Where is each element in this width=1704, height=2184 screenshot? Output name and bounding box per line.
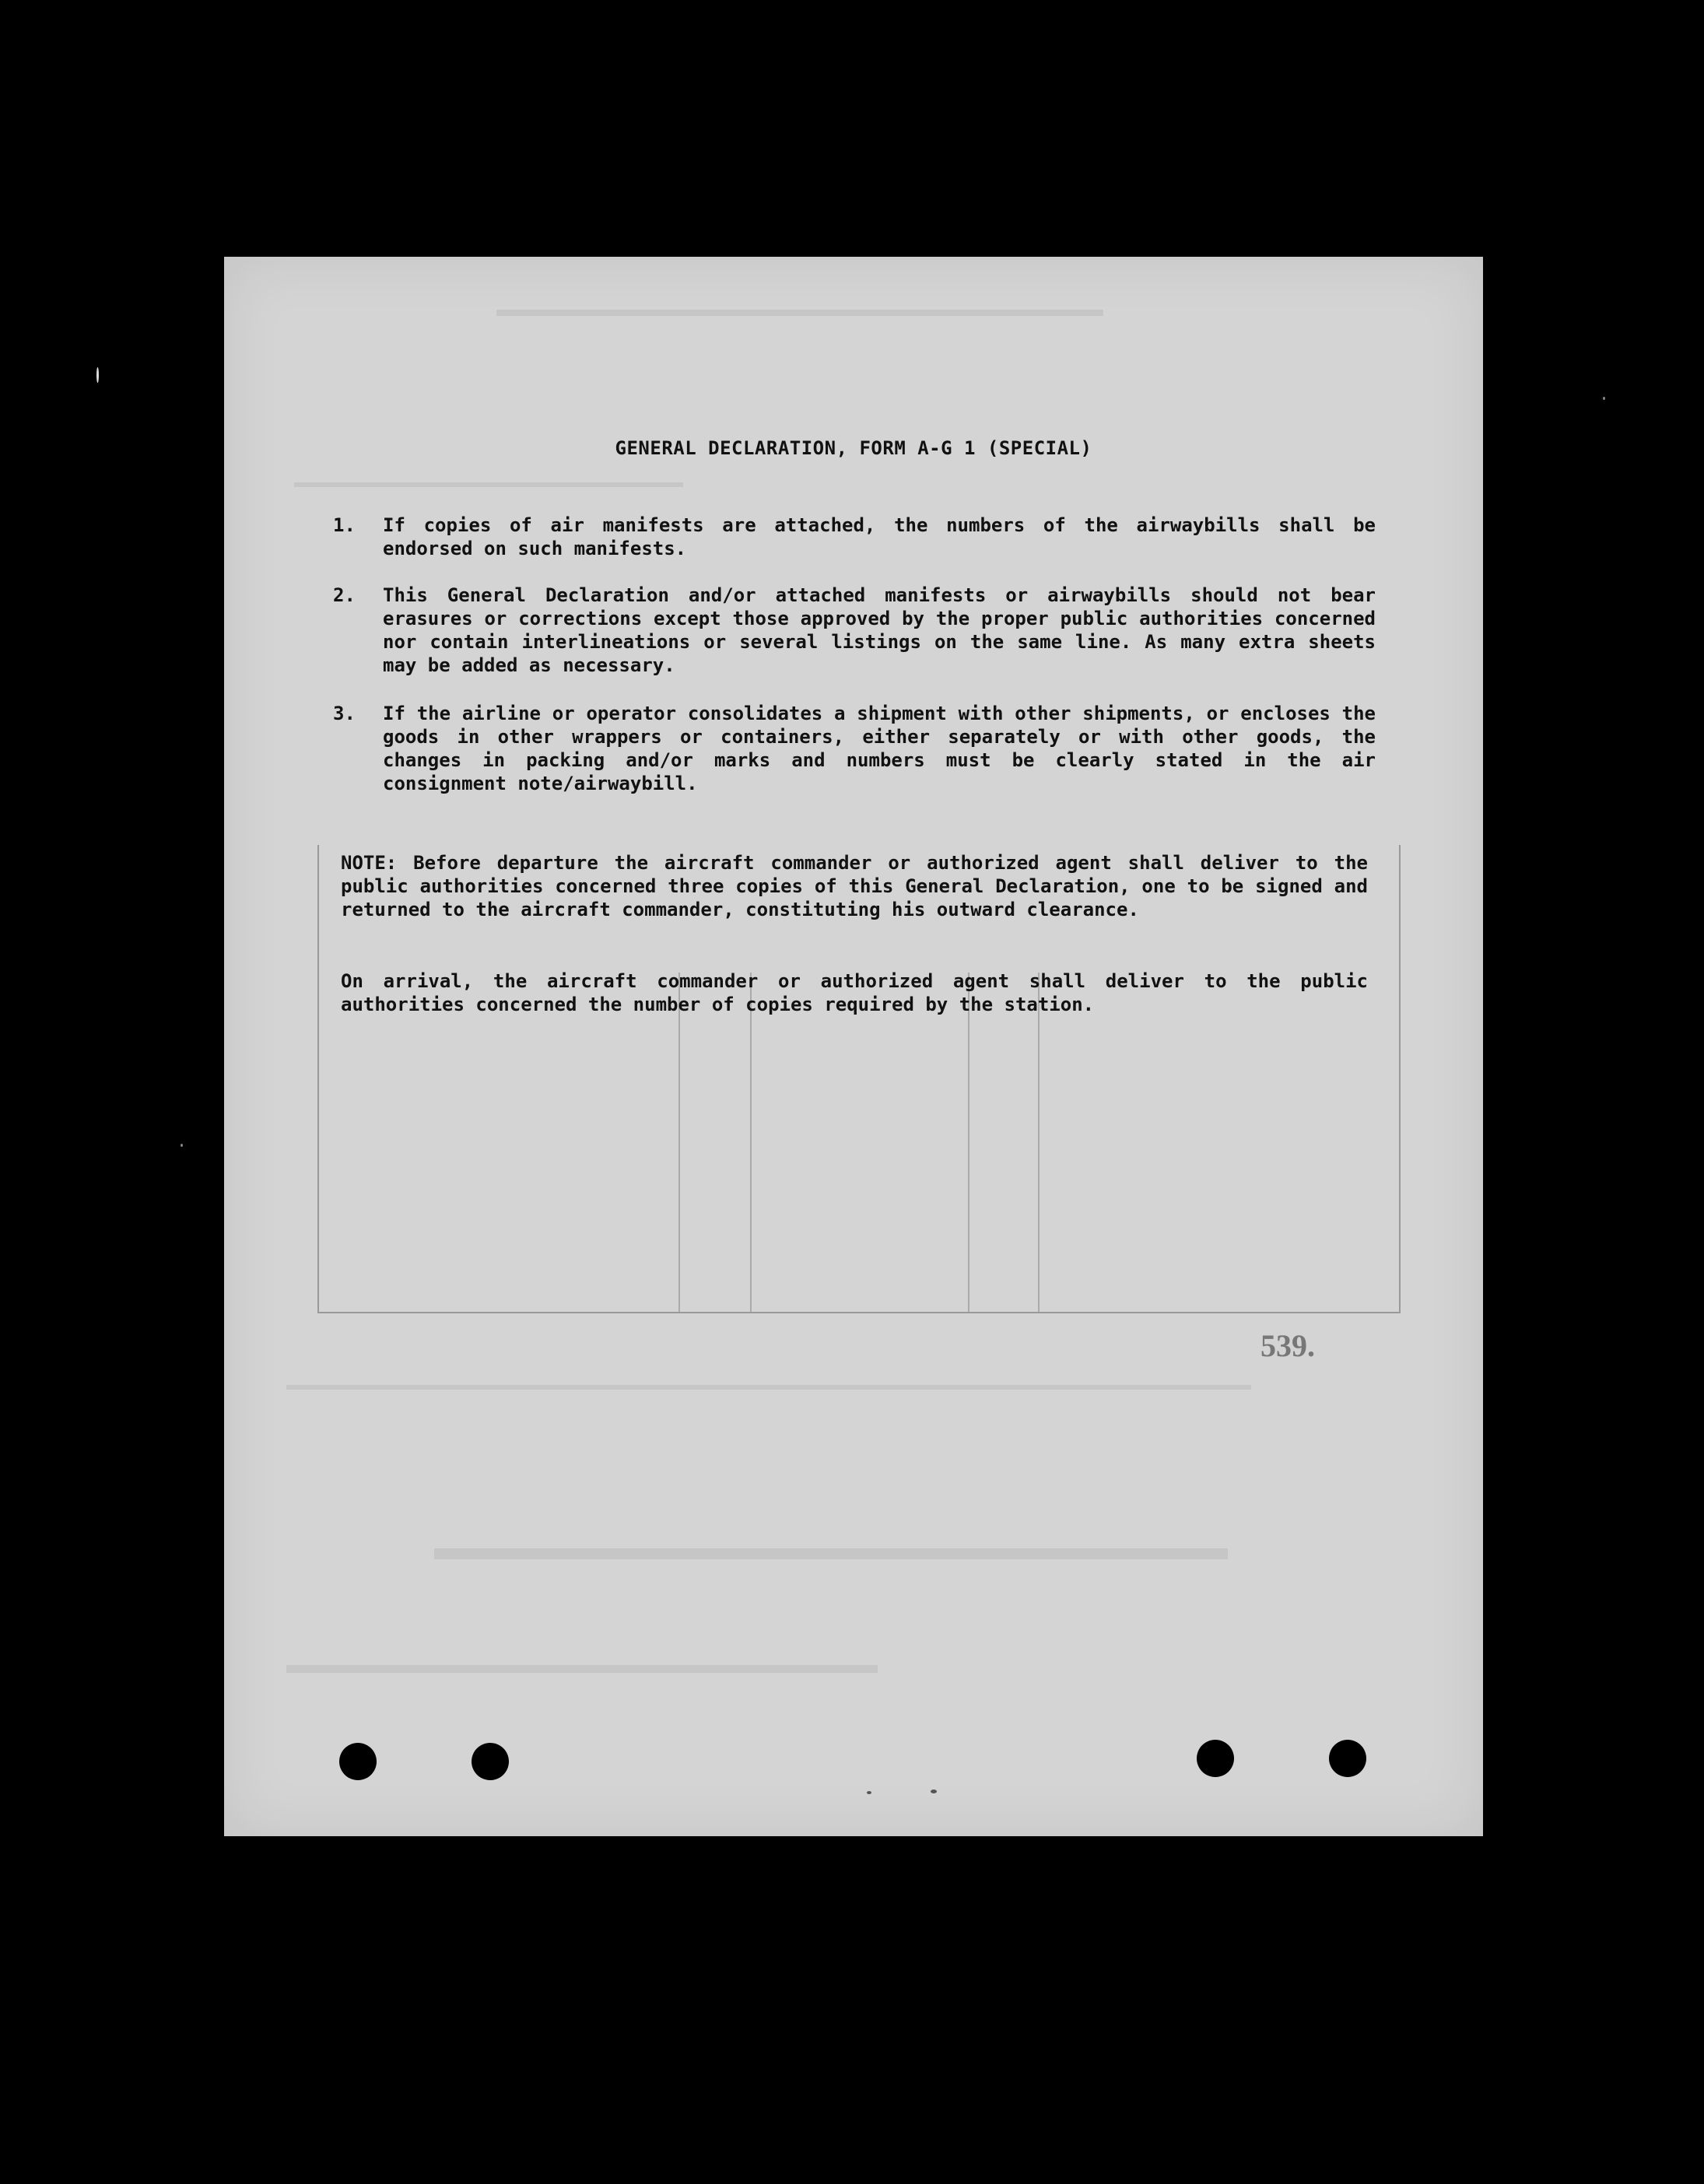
item-number: 1. bbox=[333, 514, 356, 536]
punch-hole bbox=[339, 1743, 377, 1780]
item-number: 2. bbox=[333, 584, 356, 606]
bleed-through-line bbox=[286, 1385, 1251, 1390]
note-text: NOTE: Before departure the aircraft commander or authorized agent shall deliver to the public authorities concerned three copies of this General Declaration, one to be signed and returned to the aircraft commander, constituting his outward clearance. bbox=[341, 852, 1368, 920]
punch-hole bbox=[472, 1743, 509, 1780]
speck bbox=[867, 1791, 871, 1794]
document-page bbox=[224, 257, 1483, 1836]
bleed-through-line bbox=[434, 1548, 1228, 1559]
list-item bbox=[333, 514, 1376, 560]
item-text: If copies of air manifests are attached, the numbers of the airwaybills shall be endorsed on such manifests. bbox=[383, 514, 1376, 559]
bleed-through-line bbox=[678, 973, 680, 1312]
bleed-through-line bbox=[750, 973, 752, 1312]
speck bbox=[96, 367, 99, 383]
list-item bbox=[333, 584, 1376, 677]
bleed-through-line bbox=[294, 482, 683, 487]
item-text: This General Declaration and/or attached manifests or airwaybills should not bear erasures or corrections except those approved by the proper public authorities concerned nor contain interlineations or several listings on the same line. As many extra sheets may be added as necessary. bbox=[383, 584, 1376, 676]
item-number: 3. bbox=[333, 703, 356, 724]
punch-hole bbox=[1197, 1740, 1234, 1777]
punch-hole bbox=[1329, 1740, 1366, 1777]
page-title: GENERAL DECLARATION, FORM A-G 1 (SPECIAL) bbox=[615, 437, 1092, 459]
speck bbox=[931, 1790, 937, 1793]
arrival-text: On arrival, the aircraft commander or authorized agent shall deliver to the public authorities concerned the number of copies required by the station. bbox=[341, 970, 1368, 1015]
item-text: If the airline or operator consolidates a shipment with other shipments, or encloses the goods in other wrappers or containers, either separately or with other goods, the changes in packing and/or marks and numbers must be clearly stated in the air consignment note/airwaybill. bbox=[383, 703, 1376, 794]
bleed-through-line bbox=[286, 1665, 878, 1673]
list-item bbox=[333, 702, 1376, 795]
speck bbox=[181, 1144, 183, 1147]
bleed-through-line bbox=[968, 973, 969, 1312]
bleed-through-line bbox=[1038, 973, 1040, 1312]
page-number: 539. bbox=[1260, 1328, 1315, 1363]
speck bbox=[1603, 397, 1605, 400]
bleed-through-line bbox=[496, 310, 1103, 316]
